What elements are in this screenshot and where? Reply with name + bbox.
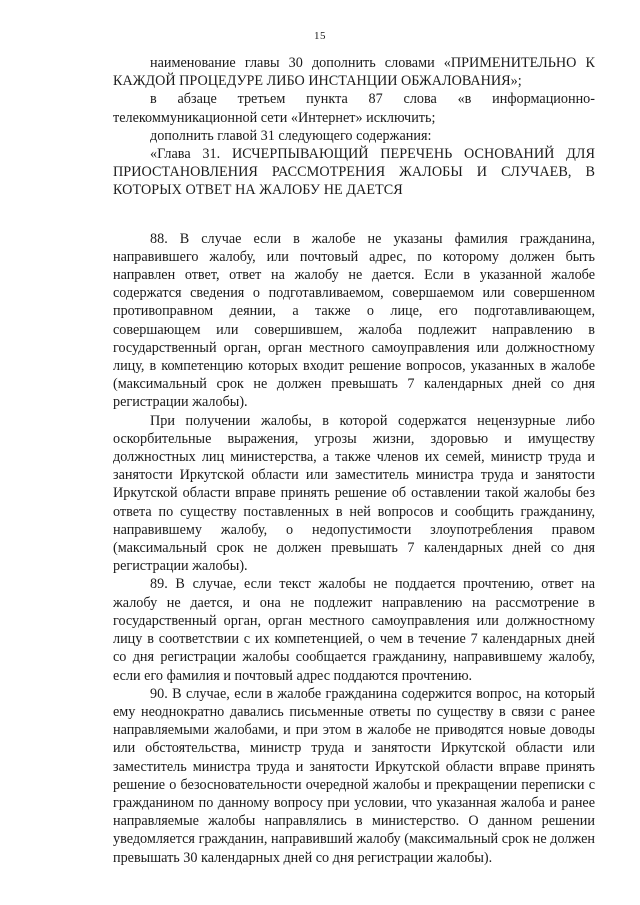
paragraph-chapter-30-amendment: наименование главы 30 дополнить словами «ПРИМЕНИТЕЛЬНО К КАЖДОЙ ПРОЦЕДУРЕ ЛИБО ИНСТАНЦИИ ОБЖАЛОВАНИЯ»; [113, 55, 595, 90]
section-spacer [113, 200, 595, 230]
page-number: 15 [314, 30, 326, 42]
document-body [113, 54, 595, 867]
paragraph-point-89: 89. В случае, если текст жалобы не поддается прочтению, ответ на жалобу не дается, и она не подлежит направлению на рассмотрение в государственный орган, орган местного самоуправления или должностному лицу в соответствии с их компетенцией, о чем в течение 7 календарных дней со дня регистрации жалобы сообщается гражданину, направившему жалобу, если его фамилия и почтовый адрес поддаются прочтению. [113, 576, 595, 684]
paragraph-add-chapter-31: дополнить главой 31 следующего содержания: [150, 127, 432, 144]
paragraph-point-87-amendment: в абзаце третьем пункта 87 слова «в информационно-телекоммуникационной сети «Интернет» исключить; [113, 91, 595, 126]
chapter-31-heading: «Глава 31. ИСЧЕРПЫВАЮЩИЙ ПЕРЕЧЕНЬ ОСНОВАНИЙ ДЛЯ ПРИОСТАНОВЛЕНИЯ РАССМОТРЕНИЯ ЖАЛОБЫ И СЛУЧАЕВ, В КОТОРЫХ ОТВЕТ НА ЖАЛОБУ НЕ ДАЕТСЯ [113, 146, 595, 199]
paragraph-point-88: 88. В случае если в жалобе не указаны фамилия гражданина, направившего жалобу, или почтовый адрес, по которому должен быть направлен ответ, ответ на жалобу не дается. Если в указанной жалобе содержатся сведения о подготавливаемом, совершаемом или совершенном противоправном деянии, а также о лице, его подготавливающем, совершающем или совершившем, жалоба подлежит направлению в государственный орган, орган местного самоуправления или должностному лицу, в компетенцию которых входит решение вопросов, указанных в жалобе (максимальный срок не должен превышать 7 календарных дней со дня регистрации жалобы). [113, 230, 595, 411]
paragraph-point-88-offensive: При получении жалобы, в которой содержатся нецензурные либо оскорбительные выражения, угрозы жизни, здоровью и имуществу должностных лиц министерства, а также членов их семей, министр труда и занятости Иркутской области или заместитель министра труда и занятости Иркутской области вправе принять решение об оставлении такой жалобы без ответа по существу поставленных в ней вопросов и сообщить гражданину, направившему жалобу, о недопустимости злоупотребления правом (максимальный срок не должен превышать 7 календарных дней со дня регистрации жалобы). [113, 412, 595, 575]
paragraph-point-90: 90. В случае, если в жалобе гражданина содержится вопрос, на который ему неоднократно давались письменные ответы по существу в связи с ранее направляемыми жалобами, и при этом в жалобе не приводятся новые доводы или обстоятельства, министр труда и занятости Иркутской области или заместитель министра труда и занятости Иркутской области вправе принять решение о безосновательности очередной жалобы и прекращении переписки с гражданином по данному вопросу при условии, что указанная жалоба и ранее направляемые жалобы направлялись в министерство. О данном решении уведомляется гражданин, направивший жалобу (максимальный срок не должен превышать 30 календарных дней со дня регистрации жалобы). [113, 685, 595, 866]
